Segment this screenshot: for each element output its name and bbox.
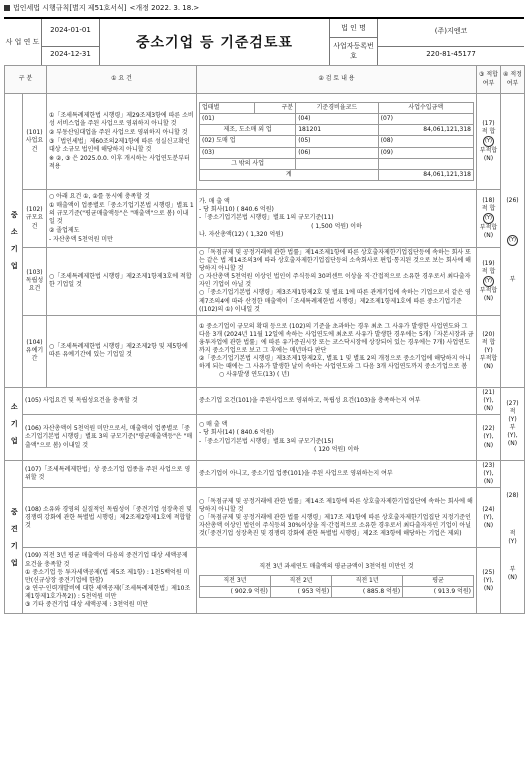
fit-104-y: (Y) <box>484 347 493 355</box>
period-label: 사 업 연 도 <box>4 19 42 65</box>
code-101: (101) 사업요건 <box>23 94 47 190</box>
cell-03: (03) <box>200 147 296 158</box>
rev-108-1: ○「독점규제 및 공정거래에 관한 법률」제14조 제1항에 따른 상호출자제한기업집단에 속하는 회사에 해당하지 아니할 것 <box>199 497 473 513</box>
period-dates <box>42 19 100 65</box>
req-102-2: ① 매출액이 업종별로「중소기업기본법 시행령」별표 1의 규모기준("평균매출액등"은 "매출액"으로 봄) 이내일 것 <box>49 201 194 225</box>
form-header <box>4 17 524 66</box>
business-table <box>199 102 474 181</box>
req-108: (108) 소유와 경영의 실질적인 독립성이「중견기업 성장촉진 및 경쟁력 강화에 관한 특별법 시행령」제2조제2항제1호에 적합할 것 <box>23 488 197 548</box>
fit-104 <box>477 315 501 387</box>
fit-104-bad: 부적합 <box>479 355 498 363</box>
fit2-mid-n: (N) <box>507 574 518 582</box>
th-type: 업태별 <box>200 103 255 114</box>
cell-02: (02) 도매 업 <box>200 136 296 147</box>
fit2-small-yn: (Y), (N) <box>507 431 518 448</box>
rev-106-1: ○ 매 출 액 <box>199 421 228 429</box>
fit-106-yn: (Y), (N) <box>483 433 494 449</box>
fit-102-yes: (Y) <box>483 213 494 224</box>
amt-3: ( 902.9 억원) <box>200 587 271 598</box>
fit-102-n: (N) <box>483 232 494 240</box>
review-108 <box>197 488 477 548</box>
corp-name-label: 법 인 명 <box>341 23 366 32</box>
fit-101-bad: 부적합 <box>479 147 498 154</box>
req-107: (107)「조세특례제한법」상 중소기업 업종을 주된 사업으로 영위할 것 <box>23 461 197 488</box>
req-101-note: ※ ②, ③ 은 2025.0.0. 이후 개시하는 사업연도분부터 적용 <box>49 155 190 171</box>
rev-106-4: ( 120 억원) 이하 <box>313 445 360 453</box>
cell-09: (09) <box>378 147 473 158</box>
fit2-mid <box>501 461 525 614</box>
req-101-3: ③「법인세법」제60조의2제1항에 따른 성실신고확인대상 소규모 법인에 해당하지 아니할 것 <box>49 137 190 154</box>
cell-total-label: 계 <box>200 169 379 180</box>
req-109-4: ③ 기타 중견기업 대상 세액공제 : 3천억원 미만 <box>25 601 149 609</box>
fit-103-ok: 적 합 <box>481 267 496 275</box>
rev-102-1: 가. 매 출 액 <box>199 198 230 206</box>
rev-106-2: - 당 회사(14) ( 840.6 억원) <box>199 429 274 437</box>
amt-1: ( 885.8 억원) <box>332 587 403 598</box>
review-table <box>4 65 525 614</box>
rev-103-1: ○「독점규제 및 공정거래에 관한 법률」제14조제1항에 따른 상호출자제한기업집단등에 속하는 회사 또는 같은 법 제14조의3에 따라 상호출자제한기업집단등의 소속회사로 편입·통지된 것으로 보는 회사에 해당하지 아니할 것 <box>199 249 471 273</box>
fit-107-yn: (Y), (N) <box>483 470 494 486</box>
th-div: 구분 <box>255 103 296 114</box>
fit-103 <box>477 248 501 316</box>
fit-108-no: (24) <box>482 505 495 513</box>
fit-103-n: (N) <box>483 294 494 302</box>
fit-104-ok: 적 합 <box>481 339 496 347</box>
amt-2: ( 953 억원) <box>270 587 331 598</box>
review-102 <box>197 190 477 248</box>
col-fit2: ④ 적정 여부 <box>501 66 525 94</box>
group-small: 소 기 업 <box>5 387 23 460</box>
rev-102-3: -「중소기업기본법 시행령」별표 1의 규모기준(11) <box>199 214 334 222</box>
fit2-mid-ok: 적 <box>509 530 516 538</box>
fit-109-no: (25) <box>482 568 495 576</box>
col-fit: ③ 적합 여부 <box>477 66 501 94</box>
code-102: (102) 규모요건 <box>23 190 47 248</box>
fit-101-n: (N) <box>483 155 494 163</box>
corp-labels <box>330 19 378 65</box>
form-revision: <개정 2022. 3. 18.> <box>129 4 200 12</box>
cell-blank <box>296 158 378 169</box>
fit2-mid-no: 부 <box>509 566 516 574</box>
fit-109 <box>477 548 501 614</box>
form-note <box>4 3 199 13</box>
biz-no-label: 사업자등록번호 <box>330 37 377 64</box>
fit-105-no: (21) <box>482 388 495 396</box>
req-102 <box>47 190 197 248</box>
cell-other: 그 밖의 사업 <box>200 158 296 169</box>
fit-101-yes: (Y) <box>483 136 494 147</box>
th-revenue: 사업수입금액 <box>378 103 473 114</box>
year-1: 직전 1년 <box>332 576 403 587</box>
col-requirements: ① 요 건 <box>47 66 197 94</box>
cell-rev-1: 84,061,121,318 <box>378 125 473 136</box>
year-2: 직전 2년 <box>270 576 331 587</box>
cell-04: (04) <box>296 114 378 125</box>
req-109-1: (109) 직전 3년 평균 매출액이 다음의 중견기업 대상 세액공제 요건을 충족할 것 <box>25 552 188 568</box>
cell-code-1: 181201 <box>296 125 378 136</box>
year-avg: 평균 <box>403 576 474 587</box>
fit-103-no: (19) <box>482 259 495 267</box>
cell-08: (08) <box>378 136 473 147</box>
cell-01: (01) <box>200 114 296 125</box>
fit2-small-no: 부 <box>509 423 516 431</box>
fit2-27: (27) <box>506 399 519 407</box>
rev-104-3: ○ 사유발생 연도(13) ( 년) <box>219 371 290 379</box>
fit-104-no: (20) <box>482 331 495 339</box>
req-101-1: ①「조세특례제한법 시행령」제29조제3항에 따른 소비성 서비스업을 주된 사업으로 영위하지 아니할 것 <box>49 111 194 127</box>
fit-102-ok: 적 합 <box>481 204 496 212</box>
fit-102-bad: 부적합 <box>479 224 498 231</box>
rev-108-2: ○「독점규제 및 공정거래에 관한 법률 시행령」제17조 제1항에 따른 상호출자제한기업집단 지정기준인 자산총액 이상인 법인이 주식등의 30%이상을 직·간접적으로 소유한 경우로서 최다출자자인 기업이 아닐 것(「중견기업 성장촉진 및 경쟁력 강화에 관한 특별법 시행령」제2조 제3항에 해당하는 기업은 제외) <box>199 513 471 537</box>
th-code: 기준경비율코드 <box>296 103 378 114</box>
rev-102-2: - 당 회사(10) ( 840.6 억원) <box>199 206 274 214</box>
rev-102-5: 나. 자산총액(12) ( 1,320 억원) <box>199 230 284 238</box>
fit-102-no: (18) <box>482 196 495 204</box>
corp-name: (주)지엔코 <box>434 26 468 35</box>
review-101 <box>197 94 477 190</box>
fit2-small-ok: 적 <box>509 407 516 415</box>
review-103 <box>197 248 477 316</box>
fit-103-bad: 부적합 <box>479 286 498 294</box>
rev-104-2: ②「중소기업기본법 시행령」제3조제1항제2호, 별표 1 및 별표 2의 개정으로 중소기업에 해당하지 아니하게 되는 때에는 그 사유가 발생한 날이 속하는 사업연도와 그 다음 3개 사업연도까지 중소기업으로 봄 <box>199 355 471 371</box>
review-109 <box>197 548 477 614</box>
fit-106 <box>477 415 501 461</box>
fit-101-no: (17) <box>482 119 495 127</box>
cell-06: (06) <box>296 147 378 158</box>
fit-106-no: (22) <box>482 425 495 433</box>
fit-103-yes: (Y) <box>483 276 494 287</box>
fit2-28: (28) <box>506 491 519 499</box>
cell-total: 84,061,121,318 <box>378 169 473 180</box>
fit-101 <box>477 94 501 190</box>
year-3: 직전 3년 <box>200 576 271 587</box>
cell-biz-1: 제조, 도소매 외 업 <box>200 125 296 136</box>
fit2-mid-y: (Y) <box>508 538 517 546</box>
fit2-sme <box>501 94 525 388</box>
square-icon <box>4 5 10 11</box>
fit-105-yn: (Y), (N) <box>483 396 494 412</box>
fit2-small <box>501 387 525 460</box>
req-102-4: - 자산총액 5천억원 미만 <box>49 236 113 244</box>
fit-108 <box>477 488 501 548</box>
req-106: (106) 자산총액이 5천억원 미만으로서, 매출액이 업종별로「중소기업기본법 시행령」별표 3의 규모기준("평균매출액등"은 "매출액"으로 봄) 이내일 것 <box>23 415 197 461</box>
group-mid: 중 견 기 업 <box>5 461 23 614</box>
cell-blank <box>378 158 473 169</box>
fit-101-ok: 적 합 <box>481 127 496 135</box>
fit-105 <box>477 387 501 414</box>
corp-values <box>378 19 524 65</box>
req-102-3: ② 졸업제도 <box>49 227 80 235</box>
cell-05: (05) <box>296 136 378 147</box>
fit-107-no: (23) <box>482 462 495 470</box>
fit2-sme-yes-wrap <box>503 235 522 246</box>
req-104: ○「조세특례제한법 시행령」제2조제2항 및 제5항에 따른 유예기간에 있는 기업일 것 <box>47 315 197 387</box>
cell-07: (07) <box>378 114 473 125</box>
fit2-sme-yes: (Y) <box>507 235 518 246</box>
req-101 <box>47 94 197 190</box>
biz-no: 220-81-45177 <box>378 46 524 61</box>
page-title: 중소기업 등 기준검토표 <box>100 19 330 65</box>
amt-avg: ( 913.9 억원) <box>403 587 474 598</box>
fit-104-n: (N) <box>483 363 494 371</box>
fit-102 <box>477 190 501 248</box>
form-name: 법인세법 시행규칙[별지 제51호서식] <box>13 4 127 12</box>
review-106 <box>197 415 477 461</box>
sales-table <box>199 575 474 598</box>
req-109-2: ① 중소기업 등 투자세액공제(법 제5조 제1항) : 1천5백억원 미만(신규상장 중견기업에 한함) <box>25 568 190 584</box>
col-review: ② 검 토 내 용 <box>197 66 477 94</box>
fit-109-yn: (Y), (N) <box>483 576 494 592</box>
code-103: (103) 독립성요건 <box>23 248 47 316</box>
fit-108-yn: (Y), (N) <box>483 513 494 529</box>
req-101-2: ② 부동산임대업을 주된 사업으로 영위하지 아니할 것 <box>49 128 188 136</box>
fit2-26: (26) <box>506 196 519 204</box>
rev-103-3: ○「중소기업기본법 시행령」제3조제1항제2호 및 별표 1에 따른 관계기업에 속하는 기업으로서 같은 영 제7조의4에 따라 산정한 매출액이「조세특례제한법 시행령」제2조제1항제1호에 따른 중소기업기준((102)의 ①) 이내일 것 <box>199 289 471 313</box>
rev-102-4: ( 1,500 억원) 이하 <box>311 222 362 230</box>
fit2-sme-no: 부 <box>509 275 516 283</box>
period-end: 2024-12-31 <box>42 46 99 61</box>
period-start: 2024-01-01 <box>50 26 91 35</box>
fit-107 <box>477 461 501 488</box>
rev-104-1: ① 중소기업이 규모의 확대 등으로 (102)의 기준을 초과하는 경우 최초 그 사유가 발생한 사업연도와 그 다음 3개 (2024년 11월 12일에 속하는 사업연도에 최초로 사유가 발생한 경우에는 5개)「자본시장과 금융투자업에 관한 법률」에 따른 유가증권시장 또는 코스닥시장에 상장되어 있는 경우에는 7개) 사업연도까지 중소기업으로 보고 그 후에는 매년마다 판단 <box>199 322 474 355</box>
req-102-1: ○ 아래 요건 ①, ②를 동시에 충족할 것 <box>49 192 150 200</box>
col-category: 구 분 <box>5 66 47 94</box>
fit2-small-y: (Y) <box>508 415 517 423</box>
req-109 <box>23 548 197 614</box>
review-104 <box>197 315 477 387</box>
req-105: (105) 사업요건 및 독립성요건을 충족할 것 <box>23 387 197 414</box>
rev-106-3: -「중소기업기본법 시행령」별표 3의 규모기준(15) <box>199 437 334 445</box>
rev-109-1: 직전 3년 과세연도 매출액의 평균금액이 3천억원 미만인 것 <box>259 563 414 571</box>
req-103: ○「조세특례제한법 시행령」제2조제1항제3호에 적합한 기업일 것 <box>47 248 197 316</box>
code-104: (104) 유예기간 <box>23 315 47 387</box>
rev-103-2: ○ 자산총액 5천억원 이상인 법인이 주식등의 30퍼센트 이상을 직·간접적으로 소유한 경우로서 최다출자자인 기업이 아닐 것 <box>199 273 471 289</box>
req-109-3: ② 연구·인력개발비에 대한 세액공제(「조세특례제한법」제10조제1항제1호가목2)) : 5천억원 미만 <box>25 584 191 600</box>
review-105: 중소기업 요건(101)을 주된사업으로 영위하고, 독립성 요건(103)을 충족하는지 여부 <box>197 387 477 414</box>
review-107: 중소기업이 아니고, 중소기업 업종(101)을 주된 사업으로 영위하는지 여부 <box>197 461 477 488</box>
group-sme: 중 소 기 업 <box>5 94 23 388</box>
